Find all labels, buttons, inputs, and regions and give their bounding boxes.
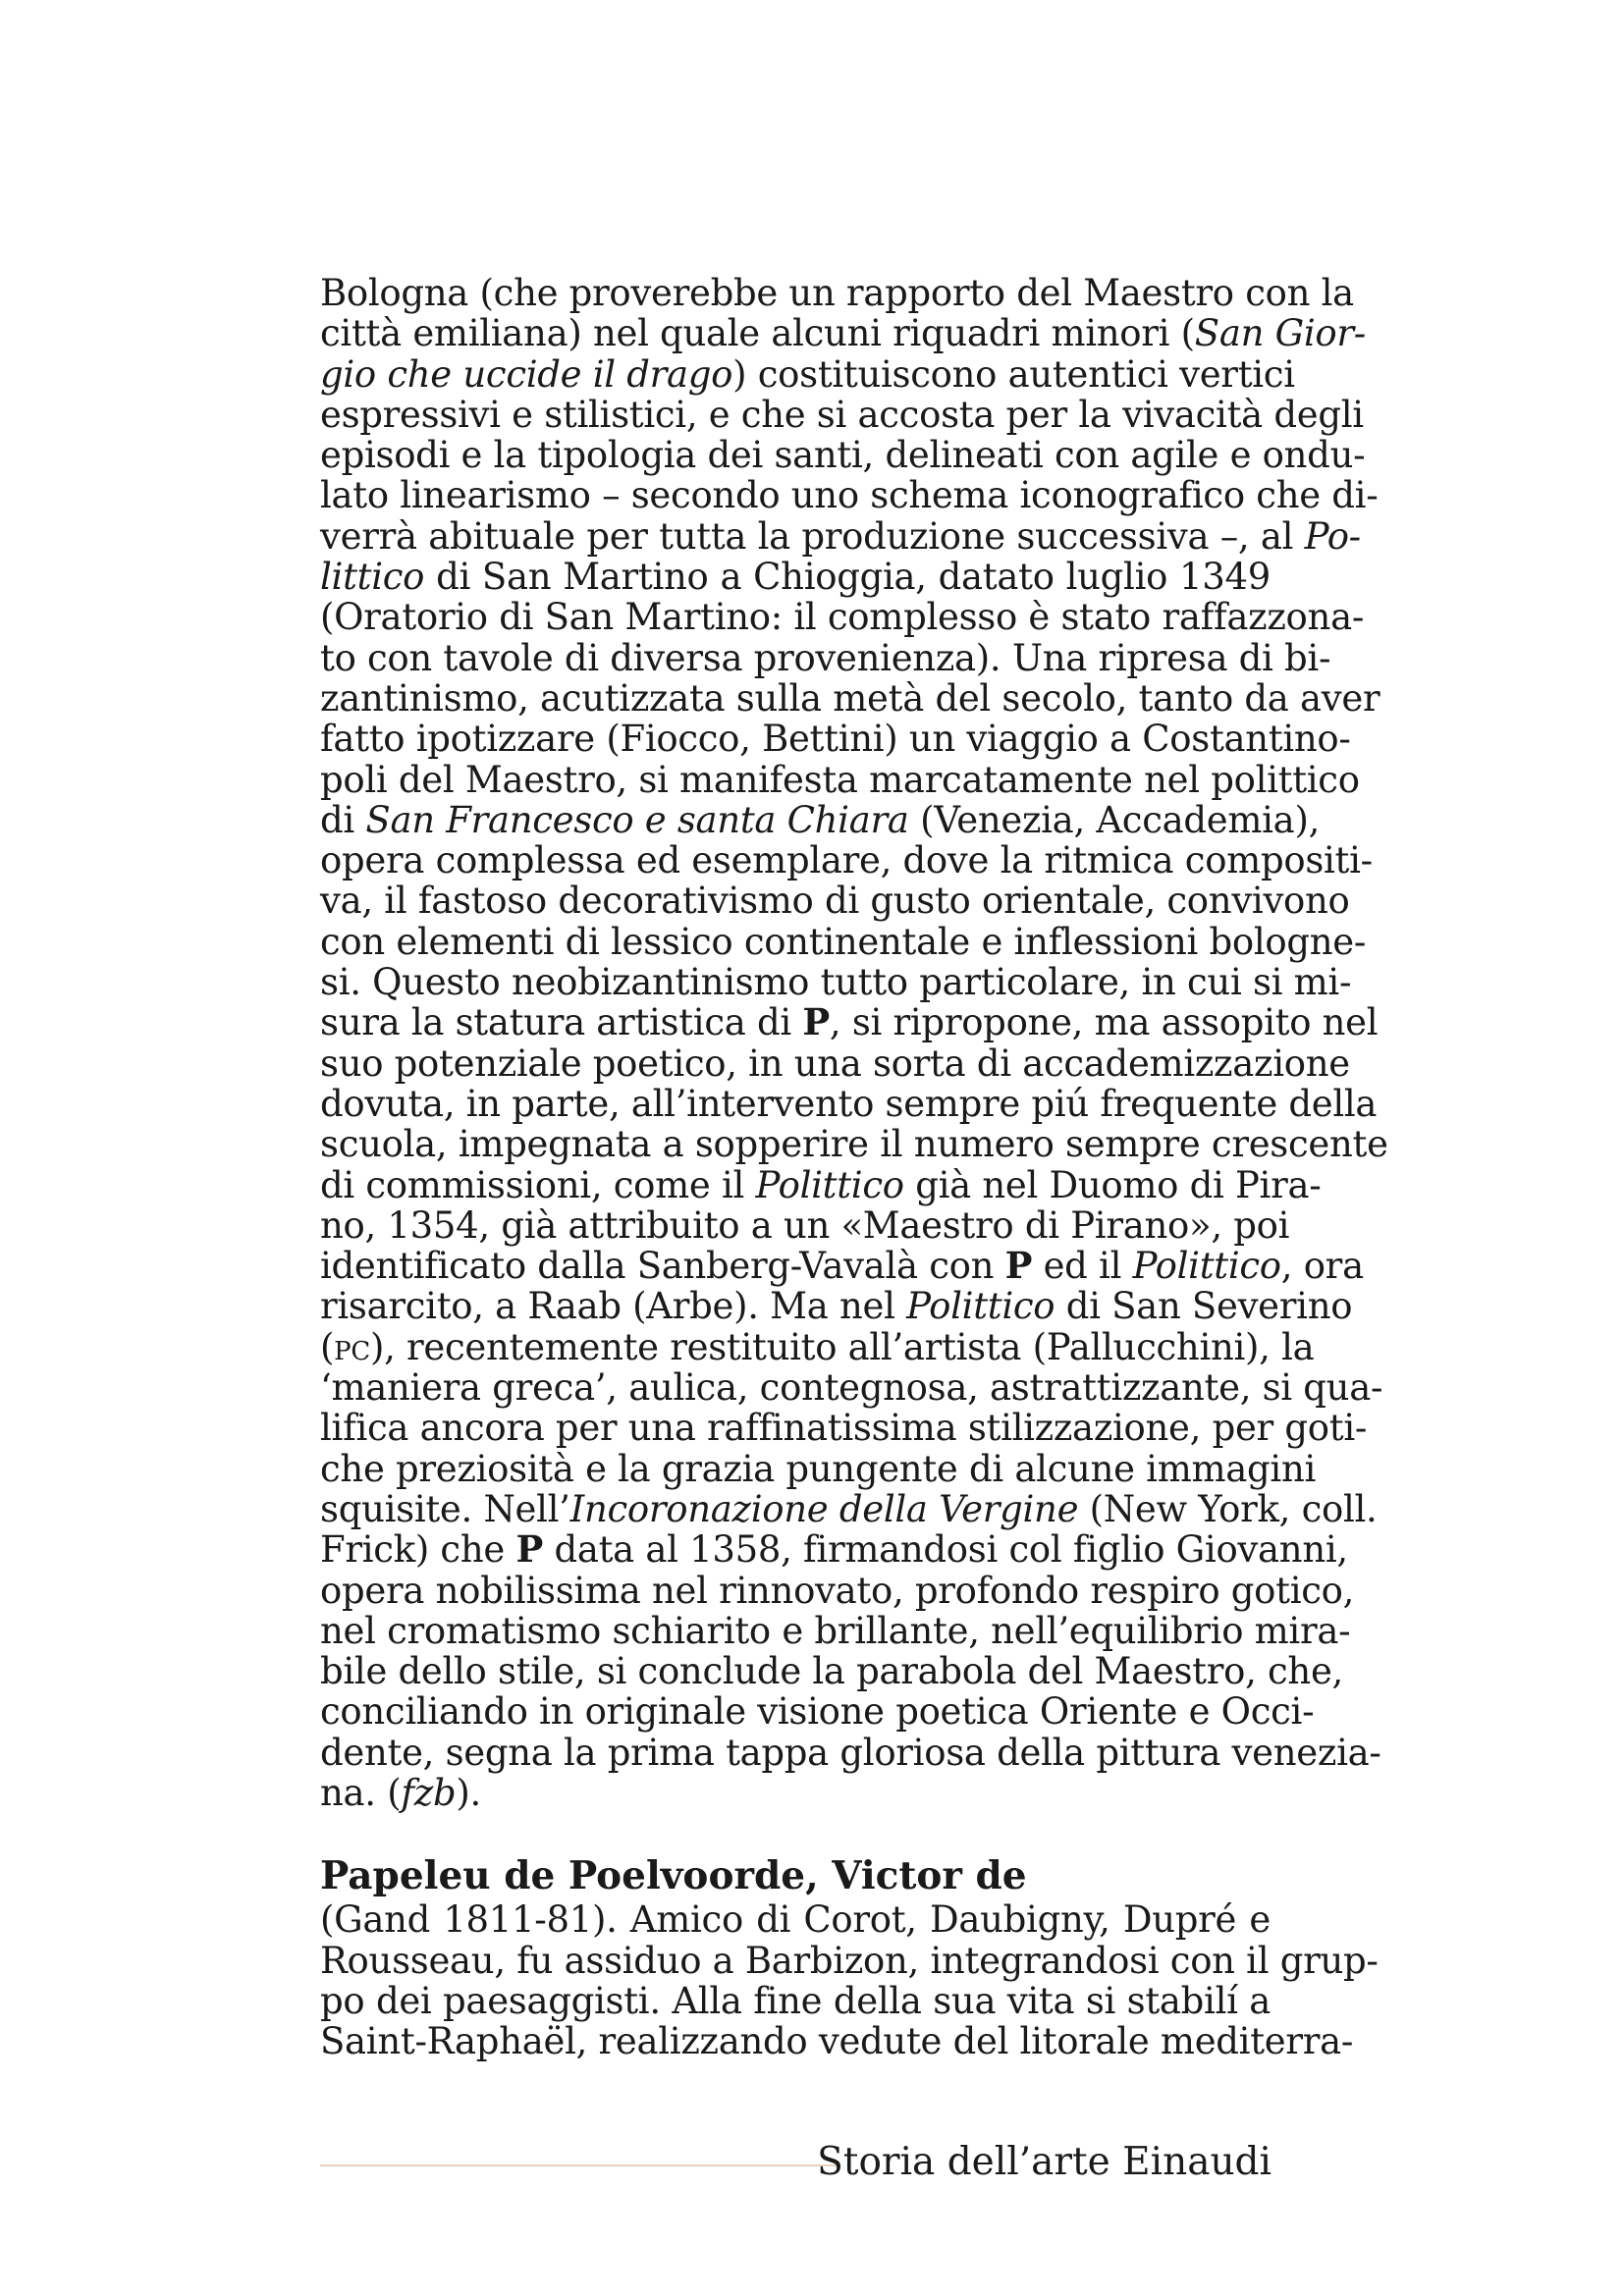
text-line: conciliando in originale visione poetica Oriente e Occi- bbox=[320, 1690, 1315, 1734]
text-line: verrà abituale per tutta la produzione successiva –, al Po- bbox=[320, 514, 1361, 558]
text-line: lato linearismo – secondo uno schema iconografico che di- bbox=[320, 474, 1379, 517]
text-line: risarcito, a Raab (Arbe). Ma nel Polittico di San Severino bbox=[320, 1285, 1353, 1328]
page-body bbox=[320, 272, 1388, 2063]
text-line: no, 1354, già attribuito a un «Maestro di Pirano», poi bbox=[320, 1203, 1290, 1247]
text-line: ‘maniera greca’, aulica, contegnosa, astrattizzante, si qua- bbox=[320, 1366, 1383, 1410]
entry-body-text bbox=[320, 1898, 1379, 2063]
text-line: di commissioni, come il Polittico già nel Duomo di Pira- bbox=[320, 1163, 1322, 1206]
text-line: dovuta, in parte, all’intervento sempre piú frequente della bbox=[320, 1082, 1378, 1125]
entry-body-text bbox=[320, 272, 1388, 1814]
text-line: fatto ipotizzare (Fiocco, Bettini) un viaggio a Costantino- bbox=[320, 718, 1351, 761]
footer-publication-title: Storia dell’arte Einaudi bbox=[817, 2140, 1271, 2184]
text-line: nel cromatismo schiarito e brillante, nell’equilibrio mira- bbox=[320, 1609, 1351, 1652]
text-line: po dei paesaggisti. Alla fine della sua vita si stabilí a bbox=[320, 1979, 1271, 2022]
text-line: Saint-Raphaël, realizzando vedute del litorale mediterra- bbox=[320, 2020, 1354, 2063]
text-line: gio che uccide il drago) costituiscono autentici vertici bbox=[320, 352, 1295, 396]
text-line: identificato dalla Sanberg-Vavalà con P ed il Polittico, ora bbox=[320, 1244, 1364, 1288]
text-line: opera nobilissima nel rinnovato, profondo respiro gotico, bbox=[320, 1569, 1355, 1612]
text-line: opera complessa ed esemplare, dove la ritmica compositi- bbox=[320, 839, 1373, 882]
text-line: (Gand 1811-81). Amico di Corot, Daubigny, Dupré e bbox=[320, 1898, 1271, 1942]
text-line: Frick) che P data al 1358, firmandosi col figlio Giovanni, bbox=[320, 1527, 1348, 1572]
text-line: che preziosità e la grazia pungente di alcune immagini bbox=[320, 1447, 1317, 1490]
text-line: zantinismo, acutizzata sulla metà del secolo, tanto da aver bbox=[320, 676, 1380, 720]
text-line: città emiliana) nel quale alcuni riquadri minori (San Gior- bbox=[320, 312, 1366, 355]
text-line: espressivi e stilistici, e che si accosta per la vivacità degli bbox=[320, 393, 1364, 436]
text-line: bile dello stile, si conclude la parabola del Maestro, che, bbox=[320, 1650, 1344, 1693]
text-line: lifica ancora per una raffinatissima stilizzazione, per goti- bbox=[320, 1407, 1368, 1450]
text-line: littico di San Martino a Chioggia, datato luglio 1349 bbox=[320, 556, 1271, 599]
text-line: scuola, impegnata a sopperire il numero sempre crescente bbox=[320, 1123, 1388, 1166]
footer-divider bbox=[320, 2164, 840, 2166]
text-line: di San Francesco e santa Chiara (Venezia, Accademia), bbox=[320, 798, 1321, 841]
text-line: to con tavole di diversa provenienza). Una ripresa di bi- bbox=[320, 636, 1331, 679]
text-line: con elementi di lessico continentale e inflessioni bologne- bbox=[320, 920, 1367, 963]
text-line: Rousseau, fu assiduo a Barbizon, integrandosi con il grup- bbox=[320, 1939, 1379, 1982]
text-line: poli del Maestro, si manifesta marcatamente nel polittico bbox=[320, 758, 1360, 801]
text-line: Bologna (che proverebbe un rapporto del Maestro con la bbox=[320, 272, 1354, 314]
text-line: na. (fzb). bbox=[320, 1771, 481, 1814]
text-line: (pc), recentemente restituito all’artista (Pallucchini), la bbox=[320, 1325, 1315, 1368]
text-line: va, il fastoso decorativismo di gusto orientale, convivono bbox=[320, 880, 1350, 923]
entry-title: Papeleu de Poelvoorde, Victor de bbox=[320, 1853, 1027, 1899]
text-line: squisite. Nell’Incoronazione della Vergine (New York, coll. bbox=[320, 1487, 1378, 1530]
text-line: suo potenziale poetico, in una sorta di accademizzazione bbox=[320, 1041, 1350, 1085]
text-line: dente, segna la prima tappa gloriosa della pittura venezia- bbox=[320, 1731, 1381, 1774]
text-line: si. Questo neobizantinismo tutto particolare, in cui si mi- bbox=[320, 961, 1352, 1004]
text-line: sura la statura artistica di P, si ripropone, ma assopito nel bbox=[320, 1000, 1379, 1044]
text-line: episodi e la tipologia dei santi, delineati con agile e ondu- bbox=[320, 434, 1366, 477]
text-line: (Oratorio di San Martino: il complesso è stato raffazzona- bbox=[320, 596, 1365, 639]
